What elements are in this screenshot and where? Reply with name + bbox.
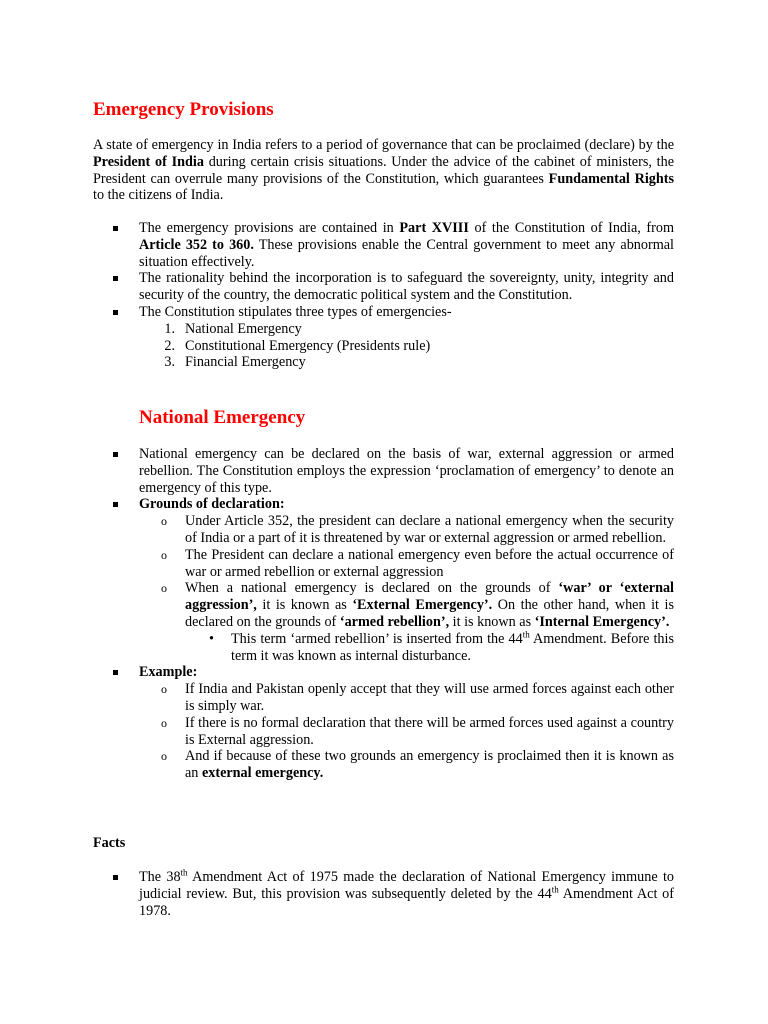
square-bullet-icon bbox=[113, 670, 118, 675]
example-list bbox=[139, 681, 674, 782]
facts-block bbox=[93, 869, 674, 919]
facts-list bbox=[93, 869, 674, 919]
list-item: The emergency provisions are contained in Part XVIII of the Constitution of India, from Article 352 to 360. These provisions enable the Central government to meet any abnormal situation effectively. bbox=[93, 220, 674, 270]
facts-heading: Facts bbox=[93, 835, 126, 851]
list-item: National emergency can be declared on the basis of war, external aggression or armed rebellion. The Constitution employs the expression ‘proclamation of emergency’ to denote an emergency of this type. bbox=[93, 446, 674, 496]
square-bullet-icon bbox=[113, 875, 118, 880]
grounds-list bbox=[139, 513, 674, 664]
list-item: The rationality behind the incorporation is to safeguard the sovereignty, unity, integrity and security of the country, the democratic political system and the Constitution. bbox=[93, 270, 674, 304]
list-item: Example: o If India and Pakistan openly accept that they will use armed forces against each other is simply war. o If there is no formal declaration that there will be armed forces used against a country is External aggression. o And if because of these two grounds an emergency is proclaimed then it is known as an external emergency. bbox=[93, 664, 674, 782]
national-emergency-list bbox=[93, 446, 674, 782]
square-bullet-icon bbox=[113, 502, 118, 507]
square-bullet-icon bbox=[113, 226, 118, 231]
page-title: Emergency Provisions bbox=[93, 99, 274, 120]
circle-bullet-icon: o bbox=[161, 547, 167, 562]
square-bullet-icon bbox=[113, 310, 118, 315]
circle-bullet-icon: o bbox=[161, 715, 167, 730]
list-item: 2. Constitutional Emergency (Presidents rule) bbox=[164, 337, 431, 354]
list-item: The 38th Amendment Act of 1975 made the declaration of National Emergency immune to judicial review. But, this provision was subsequently deleted by the 44th Amendment Act of 1978. bbox=[93, 869, 674, 919]
dot-bullet-icon: • bbox=[209, 630, 214, 647]
square-bullet-icon bbox=[113, 276, 118, 281]
provisions-list bbox=[93, 220, 674, 371]
list-item: o When a national emergency is declared on the grounds of ‘war’ or ‘external aggression’, it is known as ‘External Emergency’. On the other hand, when it is declared on the grounds of ‘armed rebellion’, it is known as ‘Internal Emergency’. • This term ‘armed rebellion’ is inserted from the 44th Amendment. Before this term it was known as internal disturbance. bbox=[161, 580, 674, 664]
list-item: The Constitution stipulates three types of emergencies- 1. National Emergency 2. Constitutional Emergency (Presidents rule) 3. Financial Emergency bbox=[93, 304, 674, 371]
section-heading: National Emergency bbox=[139, 407, 306, 428]
list-item: o And if because of these two grounds an emergency is proclaimed then it is known as an external emergency. bbox=[161, 748, 674, 782]
list-item: • This term ‘armed rebellion’ is inserted from the 44th Amendment. Before this term it was known as internal disturbance. bbox=[209, 629, 674, 664]
national-emergency-block bbox=[93, 446, 674, 782]
list-item: o If there is no formal declaration that there will be armed forces used against a country is External aggression. bbox=[161, 714, 674, 748]
provisions-list-block bbox=[93, 220, 674, 371]
list-item: 3. Financial Emergency bbox=[164, 354, 306, 371]
list-item: o Under Article 352, the president can declare a national emergency when the security of India or a part of it is threatened by war or external aggression or armed rebellion. bbox=[161, 513, 674, 546]
armed-rebellion-note-list bbox=[185, 631, 674, 665]
circle-bullet-icon: o bbox=[161, 514, 167, 529]
circle-bullet-icon: o bbox=[161, 682, 167, 697]
circle-bullet-icon: o bbox=[161, 581, 167, 596]
circle-bullet-icon: o bbox=[161, 749, 167, 764]
square-bullet-icon bbox=[113, 452, 118, 457]
list-item: Grounds of declaration: o Under Article 352, the president can declare a national emergency when the security of India or a part of it is threatened by war or external aggression or armed rebellion. o The President can declare a national emergency even before the actual occurrence of war or armed rebellion or external aggression o When a national emergency is declared on the grounds of ‘war’ or ‘external aggression’, it is known as ‘External Emergency’. On the other hand, when it is declared on the grounds of ‘armed rebellion’, it is known as ‘Internal Emergency’. • This term ‘armed rebellion’ is inserted from the 44th Amendment. Before this term it was known as internal disturbance. bbox=[93, 496, 674, 664]
emergency-types-list bbox=[139, 321, 674, 371]
list-item: o If India and Pakistan openly accept that they will use armed forces against each other is simply war. bbox=[161, 681, 674, 714]
intro-paragraph: A state of emergency in India refers to a period of governance that can be proclaimed (declare) by the President of India during certain crisis situations. Under the advice of the cabinet of ministers, the President can overrule many provisions of the Constitution, which guarantees Fundamental Rights to the citizens of India. bbox=[93, 137, 674, 204]
list-item: 1. National Emergency bbox=[164, 320, 302, 337]
list-item: o The President can declare a national emergency even before the actual occurrence of war or armed rebellion or external aggression bbox=[161, 546, 674, 580]
